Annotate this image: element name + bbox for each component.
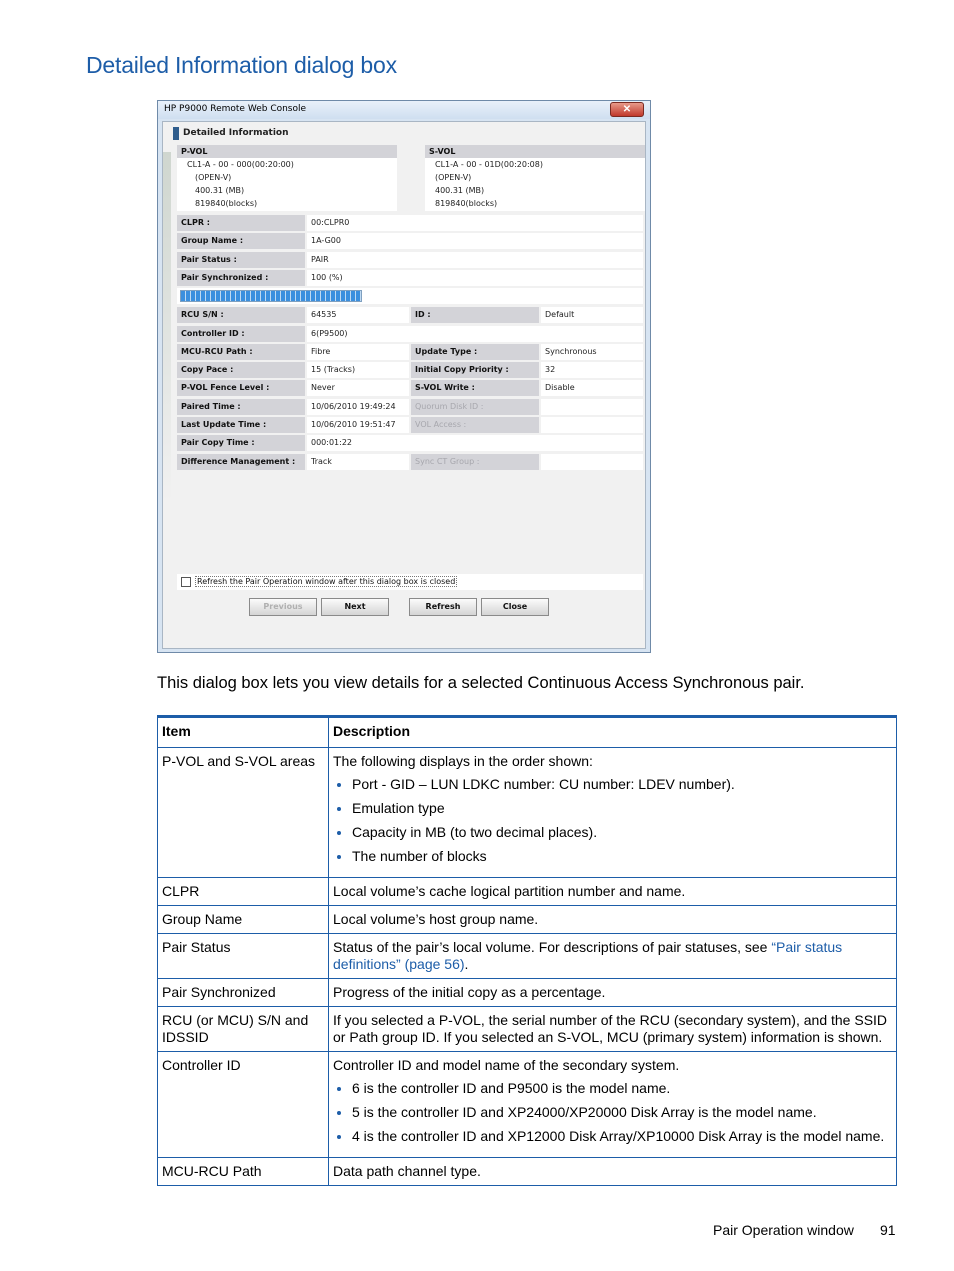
row-item: MCU-RCU Path [158,1158,329,1186]
row-description: Data path channel type. [329,1158,897,1186]
refresh-checkbox-label[interactable]: Refresh the Pair Operation window after this dialog box is closed [197,577,456,586]
svol-panel [425,145,645,211]
row-description: Local volume’s cache logical partition number and name. [329,878,897,906]
table-row [158,934,897,979]
row-item: Pair Synchronized [158,979,329,1007]
list-item: The number of blocks [352,848,892,865]
paired-time-value: 10/06/2010 19:49:24 [307,399,409,415]
last-update-time-value: 10/06/2010 19:51:47 [307,417,409,433]
svol-write-value: Disable [541,380,643,396]
initial-copy-priority-value: 32 [541,362,643,378]
list-item: Emulation type [352,800,892,817]
pvol-port: CL1-A - 00 - 000(00:20:00) [187,160,294,169]
side-strip [163,122,171,648]
update-type-value: Synchronous [541,344,643,360]
close-icon[interactable]: ✕ [610,102,644,117]
pair-status-value: PAIR [307,252,643,268]
svol-label: S-VOL [425,145,645,158]
id-label: ID : [411,307,539,323]
mcu-rcu-path-label: MCU-RCU Path : [177,344,305,360]
sync-progress-bar [177,288,643,304]
page-title: Detailed Information dialog box [86,52,397,78]
quorum-disk-id-label: Quorum Disk ID : [411,399,539,415]
pvol-fence-level-label: P-VOL Fence Level : [177,380,305,396]
list-item: Port - GID – LUN LDKC number: CU number: LDEV number). [352,776,892,793]
close-button[interactable]: Close [481,598,549,616]
row-item: Group Name [158,906,329,934]
svol-port: CL1-A - 00 - 01D(00:20:08) [435,160,543,169]
page-number: 91 [880,1222,896,1238]
pvol-fence-level-value: Never [307,380,409,396]
row-item: CLPR [158,878,329,906]
pvol-blocks: 819840(blocks) [195,199,258,208]
table-row [158,906,897,934]
id-value: Default [541,307,643,323]
detailed-information-window [157,100,651,653]
pvol-label: P-VOL [177,145,397,158]
vol-access-value [541,417,643,433]
controller-id-value: 6(P9500) [307,326,643,342]
difference-management-value: Track [307,454,409,470]
sync-ct-group-value [541,454,643,470]
quorum-disk-id-value [541,399,643,415]
sync-ct-group-label: Sync CT Group : [411,454,539,470]
clpr-label: CLPR : [177,215,305,231]
pvol-panel [177,145,397,211]
window-titlebar [158,101,650,119]
row-description-suffix: . [464,956,469,972]
svol-emulation: (OPEN-V) [435,173,472,182]
row-description [329,934,897,979]
list-item: 6 is the controller ID and P9500 is the model name. [352,1080,892,1097]
dialog-body [162,121,646,649]
previous-button[interactable]: Previous [249,598,317,616]
footer-section: Pair Operation window [713,1222,854,1238]
row-description [329,1052,897,1158]
copy-pace-label: Copy Pace : [177,362,305,378]
pair-status-label: Pair Status : [177,252,305,268]
initial-copy-priority-label: Initial Copy Priority : [411,362,539,378]
progress-fill [181,291,361,301]
refresh-button[interactable]: Refresh [409,598,477,616]
row-description: If you selected a P-VOL, the serial number of the RCU (secondary system), and the SSID or Path group ID. If you selected an S-VOL, MCU (primary system) information is shown. [329,1007,897,1052]
next-button[interactable]: Next [321,598,389,616]
last-update-time-label: Last Update Time : [177,417,305,433]
table-row [158,1052,897,1158]
clpr-value: 00:CLPR0 [307,215,643,231]
dialog-header: Detailed Information [183,128,289,138]
pair-synchronized-label: Pair Synchronized : [177,270,305,286]
table-row [158,1158,897,1186]
update-type-label: Update Type : [411,344,539,360]
table-header-row [158,717,897,748]
row-item: RCU (or MCU) S/N and IDSSID [158,1007,329,1052]
table-row [158,979,897,1007]
svol-write-label: S-VOL Write : [411,380,539,396]
difference-management-label: Difference Management : [177,454,305,470]
list-item: Capacity in MB (to two decimal places). [352,824,892,841]
row-description [329,748,897,878]
copy-pace-value: 15 (Tracks) [307,362,409,378]
row-description-text: Status of the pair’s local volume. For descriptions of pair statuses, see [333,939,772,955]
table-row [158,878,897,906]
refresh-checkbox[interactable] [181,577,191,587]
list-item: 4 is the controller ID and XP12000 Disk Array/XP10000 Disk Array is the model name. [352,1128,892,1145]
rcu-sn-value: 64535 [307,307,409,323]
svol-capacity: 400.31 (MB) [435,186,485,195]
pair-copy-time-label: Pair Copy Time : [177,435,305,451]
svol-blocks: 819840(blocks) [435,199,498,208]
pvol-capacity: 400.31 (MB) [195,186,245,195]
mcu-rcu-path-value: Fibre [307,344,409,360]
group-name-label: Group Name : [177,233,305,249]
row-description-text: Controller ID and model name of the secondary system. [333,1057,680,1073]
row-description: Local volume’s host group name. [329,906,897,934]
header-description: Description [329,717,897,748]
row-item: Pair Status [158,934,329,979]
row-item: Controller ID [158,1052,329,1158]
row-description: Progress of the initial copy as a percentage. [329,979,897,1007]
paired-time-label: Paired Time : [177,399,305,415]
rcu-sn-label: RCU S/N : [177,307,305,323]
pair-synchronized-value: 100 (%) [307,270,643,286]
window-title: HP P9000 Remote Web Console [164,104,307,114]
description-table [157,715,897,1186]
table-row [158,748,897,878]
refresh-checkbox-row[interactable] [177,574,643,590]
pair-copy-time-value: 000:01:22 [307,435,643,451]
controller-id-label: Controller ID : [177,326,305,342]
bullet-list [333,1080,892,1145]
header-item: Item [158,717,329,748]
intro-paragraph: This dialog box lets you view details for a selected Continuous Access Synchronous pair. [157,674,805,692]
header-marker-icon [173,127,179,140]
group-name-value: 1A-G00 [307,233,643,249]
table-row [158,1007,897,1052]
bullet-list [333,776,892,865]
pair-status-definitions-link[interactable]: “Pair status definitions” (page 56) [333,939,843,972]
list-item: 5 is the controller ID and XP24000/XP20000 Disk Array is the model name. [352,1104,892,1121]
row-item: P-VOL and S-VOL areas [158,748,329,878]
vol-access-label: VOL Access : [411,417,539,433]
row-description-text: The following displays in the order shown: [333,753,593,769]
pvol-emulation: (OPEN-V) [195,173,232,182]
